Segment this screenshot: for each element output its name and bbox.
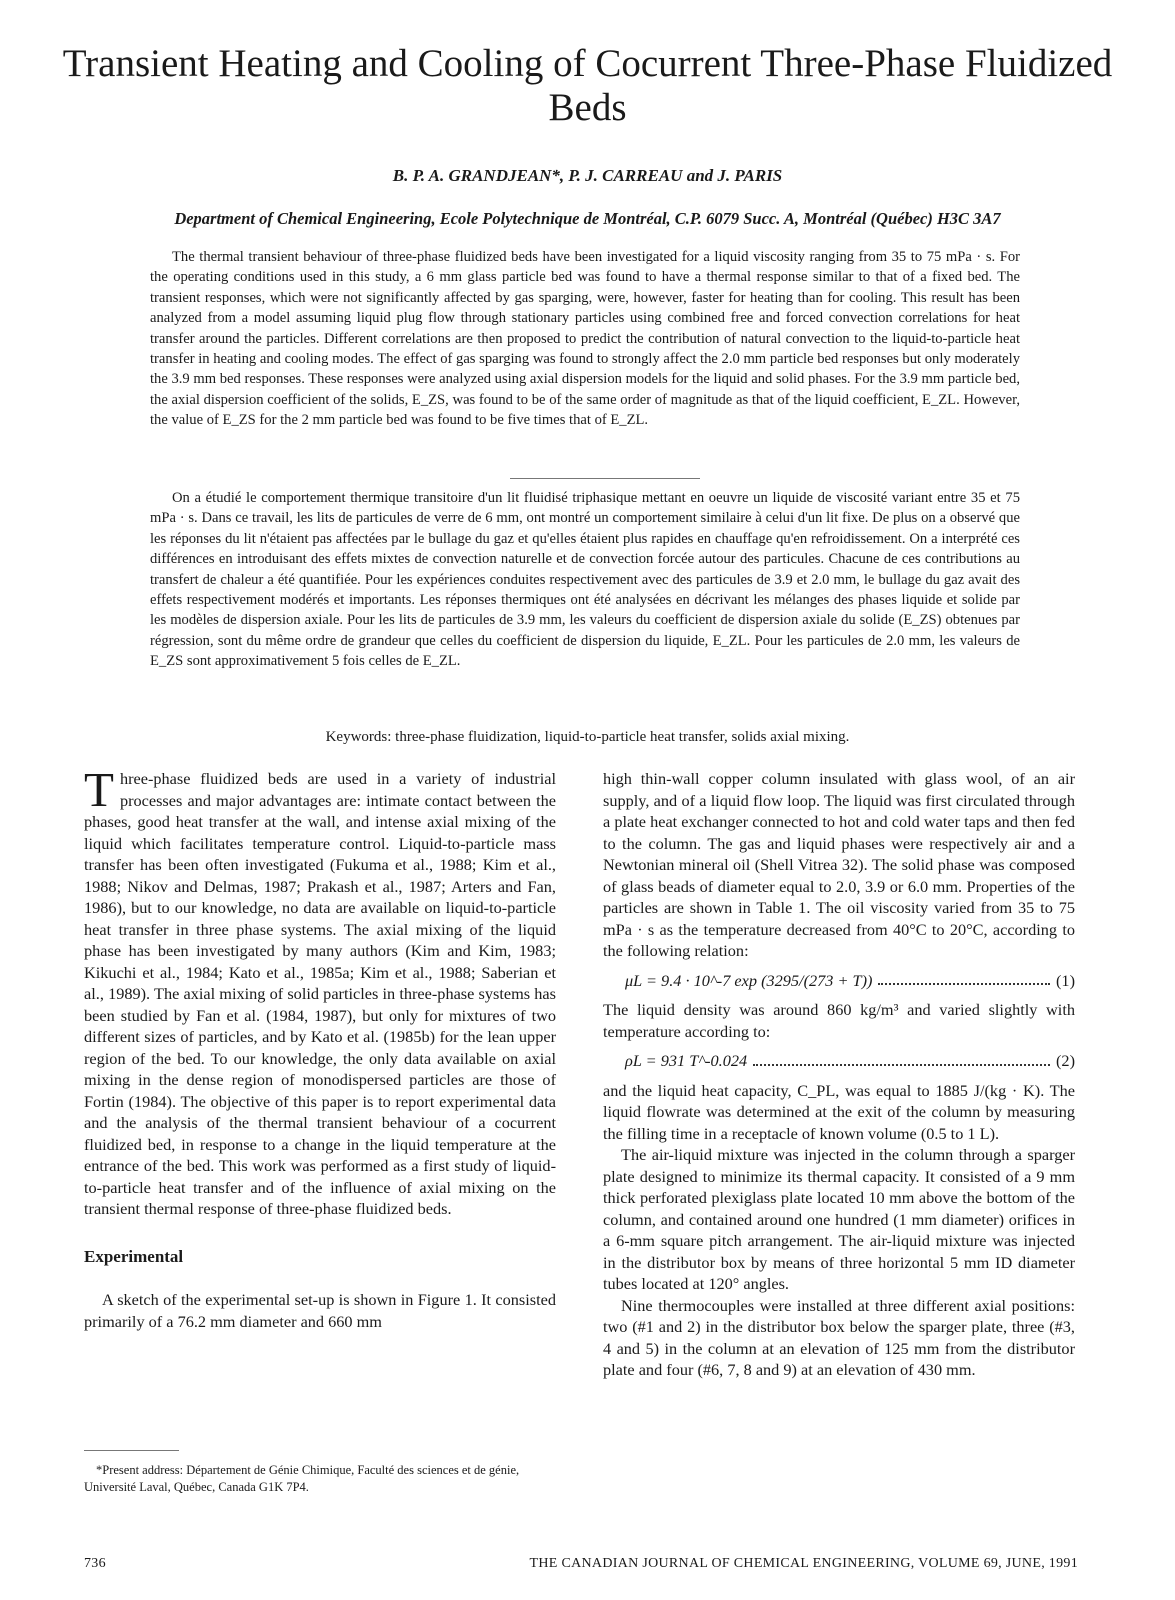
- abstract-english: The thermal transient behaviour of three-phase fluidized beds have been investigated for a liquid viscosity ranging from 35 to 75 mPa · s. For the operating conditions used in this study, a 6 mm glass particle bed was found to have a thermal response similar to that of a fixed bed. The transient responses, which were not significantly affected by gas sparging, were, however, faster for heating than for cooling. This result has been analyzed from a model assuming liquid plug flow through stationary particles using combined free and forced convection correlations for heat transfer around the particles. Different correlations are then proposed to predict the contribution of natural convection to the liquid-to-particle heat transfer in heating and cooling modes. The effect of gas sparging was found to strongly affect the 2.0 mm particle bed responses but only moderately the 3.9 mm bed responses. These responses were analyzed using axial dispersion models for the liquid and solid phases. For the 3.9 mm particle bed, the axial dispersion coefficient of the solids, E_ZS, was found to be of the same order of magnitude as that of the liquid coefficient, E_ZL. However, the value of E_ZS for the 2 mm particle bed was found to be five times that of E_ZL.: [150, 249, 1020, 429]
- footnote-divider: [84, 1450, 179, 1451]
- equation-1-body: μL = 9.4 · 10^-7 exp (3295/(273 + T)): [625, 970, 873, 990]
- abstract-divider: [510, 478, 700, 479]
- equation-1-number: (1): [1056, 970, 1075, 990]
- equation-1: [625, 970, 1075, 992]
- intro-text: hree-phase fluidized beds are used in a variety of industrial processes and major advantages are: intimate contact between the phases, good heat transfer at the wall, and intense axial mixing of the liquid which facilitates temperature control. Liquid-to-particle mass transfer has been often investigated (Fukuma et al., 1988; Kim et al., 1988; Nikov and Delmas, 1987; Prakash et al., 1987; Arters and Fan, 1986), but to our knowledge, no data are available on liquid-to-particle heat transfer in three phase systems. The axial mixing of the liquid phase has been investigated by many authors (Kim and Kim, 1983; Kikuchi et al., 1984; Kato et al., 1985a; Kim et al., 1988; Saberian et al., 1989). The axial mixing of solid particles in three-phase systems has been studied by Fan et al. (1984, 1987), but only for mixtures of two different sizes of particles, and by Kato et al. (1985b) for the lean upper region of the bed. To our knowledge, the only data available on axial mixing in the dense region of monodispersed particles are those of Fortin (1984). The objective of this paper is to report experimental data and the analysis of the thermal transient behaviour of a cocurrent fluidized bed, in response to a change in the liquid temperature at the entrance of the bed. This work was performed as a first study of liquid-to-particle heat transfer and of the influence of axial mixing on the transient thermal response of three-phase fluidized beds.: [84, 769, 556, 1218]
- drop-cap: T: [84, 762, 114, 817]
- affiliation: Department of Chemical Engineering, Ecole Polytechnique de Montréal, C.P. 6079 Succ. A, Montréal (Québec) H3C 3A7: [174, 209, 1001, 228]
- equation-2: [625, 1050, 1075, 1072]
- sparger-paragraph: The air-liquid mixture was injected in the column through a sparger plate designed to minimize its thermal capacity. It consisted of a 9 mm thick perforated plexiglass plate located 10 mm above the bottom of the column, and contained around one hundred (1 mm diameter) orifices in a 6-mm square pitch arrangement. The air-liquid mixture was injected in the distributor box by means of three horizontal 5 mm ID diameter tubes located at 120° angles.: [603, 1145, 1075, 1293]
- author-list: B. P. A. GRANDJEAN*, P. J. CARREAU and J. PARIS: [392, 166, 783, 185]
- footnote: *Present address: Département de Génie Chimique, Faculté des sciences et de génie, Université Laval, Québec, Canada G1K 7P4.: [84, 1463, 520, 1494]
- section-heading-experimental: Experimental: [84, 1246, 184, 1266]
- experimental-paragraph: A sketch of the experimental set-up is shown in Figure 1. It consisted primarily of a 76.2 mm diameter and 660 mm: [84, 1290, 556, 1331]
- heat-capacity-paragraph: and the liquid heat capacity, C_PL, was equal to 1885 J/(kg · K). The liquid flowrate was determined at the exit of the column by measuring the filling time in a receptacle of known volume (0.5 to 1 L).: [603, 1080, 1075, 1143]
- abstract-french: On a étudié le comportement thermique transitoire d'un lit fluidisé triphasique mettant en oeuvre un liquide de viscosité variant entre 35 et 75 mPa · s. Dans ce travail, les lits de particules de verre de 6 mm, ont montré un comportement similaire à celui d'un lit fixe. De plus on a observé que les réponses du lit n'étaient pas affectées par le bullage du gaz et qu'elles étaient plus rapides en chauffage qu'en refroidissement. On a interprété ces différences en introduisant des effets mixtes de convection naturelle et de convection forcée autour des particules. Chacune de ces contributions au transfert de chaleur a été quantifiée. Pour les expériences conduites respectivement avec des particules de 3.9 et 2.0 mm, le bullage du gaz avait des effets respectivement modérés et importants. Les réponses thermiques ont été analysées en décrivant les mélanges des phases liquide et solide par les modèles de dispersion axiale. Pour les lits de particules de 3.9 mm, les valeurs du coefficient de dispersion axiale du solide (E_ZS) obtenues par régression, sont du même ordre de grandeur que celles du coefficient de dispersion du liquide, E_ZL. Pour les particules de 2.0 mm, les valeurs de E_ZS sont approximativement 5 fois celles de E_ZL.: [150, 490, 1020, 670]
- apparatus-paragraph: high thin-wall copper column insulated with glass wool, of an air supply, and of a liquid flow loop. The liquid was first circulated through a plate heat exchanger connected to hot and cold water taps and then fed to the column. The gas and liquid phases were respectively air and a Newtonian mineral oil (Shell Vitrea 32). The solid phase was composed of glass beads of diameter equal to 2.0, 3.9 or 6.0 mm. Properties of the particles are shown in Table 1. The oil viscosity varied from 35 to 75 mPa · s as the temperature decreased from 40°C to 20°C, according to the following relation:: [603, 769, 1075, 960]
- thermocouple-paragraph: Nine thermocouples were installed at three different axial positions: two (#1 and 2) in the distributor box below the sparger plate, three (#3, 4 and 5) in the column at an elevation of 125 mm from the distributor plate and four (#6, 7, 8 and 9) at an elevation of 430 mm.: [603, 1295, 1075, 1379]
- paper-title: Transient Heating and Cooling of Cocurrent Three-Phase Fluidized Beds: [62, 42, 1113, 129]
- right-column: [603, 768, 1075, 1381]
- journal-footer: THE CANADIAN JOURNAL OF CHEMICAL ENGINEERING, VOLUME 69, JUNE, 1991: [529, 1556, 1078, 1571]
- density-paragraph: The liquid density was around 860 kg/m³ and varied slightly with temperature according to:: [603, 1000, 1075, 1041]
- keywords-line: Keywords: three-phase fluidization, liquid-to-particle heat transfer, solids axial mixing.: [325, 729, 850, 745]
- equation-leader-dots: [878, 970, 1050, 986]
- intro-paragraph: [84, 762, 556, 1220]
- equation-leader-dots: [753, 1050, 1050, 1066]
- page-number: 736: [84, 1556, 106, 1571]
- equation-2-body: ρL = 931 T^-0.024: [625, 1051, 748, 1070]
- left-column: [84, 762, 556, 1332]
- equation-2-number: (2): [1056, 1051, 1075, 1070]
